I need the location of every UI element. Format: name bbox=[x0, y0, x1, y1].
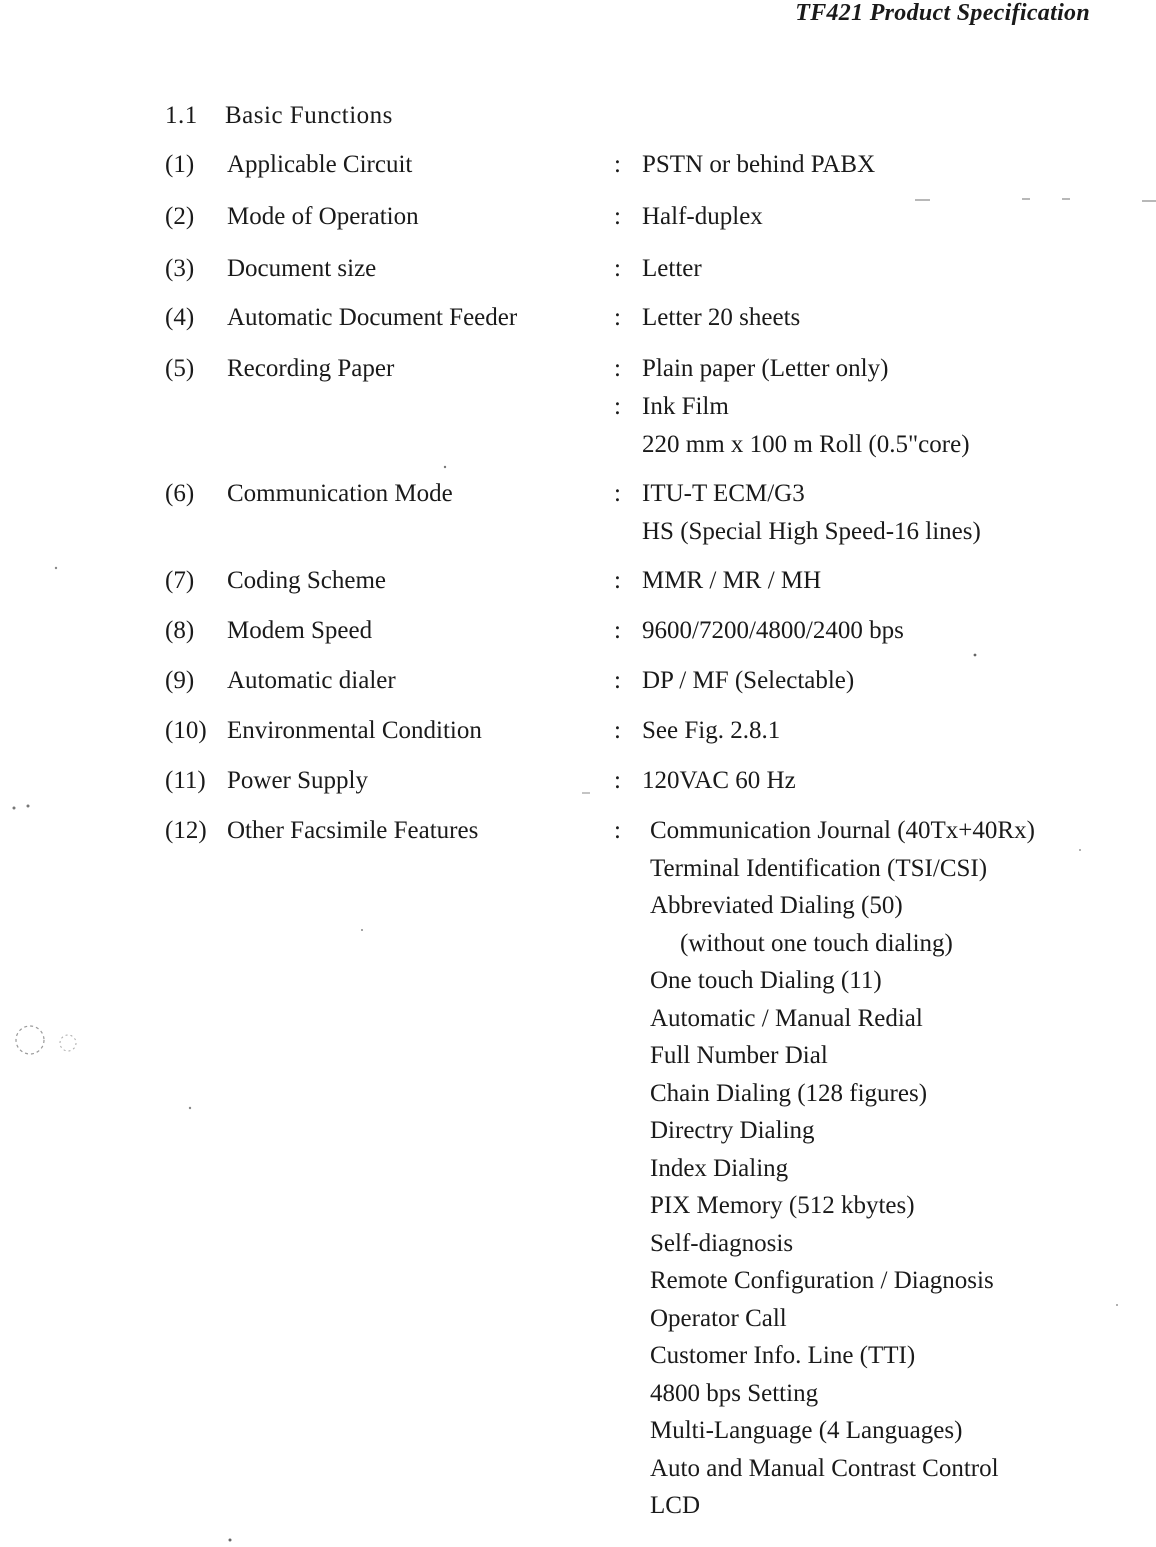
spec-value: : ITU-T ECM/G3 bbox=[614, 480, 805, 507]
scan-speck bbox=[55, 567, 57, 569]
spec-value: : DP / MF (Selectable) bbox=[614, 667, 855, 694]
spec-value: 220 mm x 100 m Roll (0.5"core) bbox=[642, 431, 970, 458]
spec-number: (9) bbox=[165, 667, 195, 694]
spec-values bbox=[610, 250, 702, 288]
spec-values bbox=[610, 198, 763, 236]
spec-number: (5) bbox=[165, 355, 195, 382]
spec-number: (2) bbox=[165, 203, 195, 230]
list-item: (without one touch dialing) bbox=[680, 929, 953, 957]
spec-values bbox=[610, 612, 904, 650]
spec-label: Applicable Circuit bbox=[227, 151, 413, 178]
list-item: Self-diagnosis bbox=[650, 1229, 794, 1257]
section-heading bbox=[165, 102, 393, 130]
scan-speck bbox=[444, 466, 446, 468]
spec-values bbox=[610, 562, 821, 600]
spec-label: Communication Mode bbox=[227, 480, 453, 507]
section-number: 1.1 bbox=[165, 102, 198, 129]
spec-number: (3) bbox=[165, 255, 195, 282]
spec-values bbox=[610, 762, 796, 800]
list-item: Customer Info. Line (TTI) bbox=[650, 1342, 916, 1369]
list-item: 4800 bps Setting bbox=[650, 1379, 819, 1407]
spec-value: : Half-duplex bbox=[614, 203, 763, 230]
spec-values bbox=[610, 712, 780, 750]
spec-label: Environmental Condition bbox=[227, 717, 482, 744]
scan-speck bbox=[13, 807, 16, 810]
scan-speck bbox=[27, 805, 30, 808]
spec-values bbox=[610, 662, 854, 700]
scan-speck bbox=[189, 1107, 191, 1109]
scan-speck bbox=[1116, 1304, 1118, 1306]
list-item: LCD bbox=[650, 1492, 700, 1519]
page-header bbox=[795, 0, 1090, 27]
scan-speck bbox=[60, 1035, 76, 1051]
facsimile-feature-list bbox=[650, 812, 1035, 1525]
scan-speck bbox=[974, 654, 977, 657]
spec-value: : Letter bbox=[614, 255, 702, 282]
spec-value: : Plain paper (Letter only) bbox=[614, 355, 889, 382]
scan-speck bbox=[16, 1026, 44, 1054]
spec-value: : PSTN or behind PABX bbox=[614, 151, 876, 178]
scan-speck bbox=[229, 1539, 232, 1542]
spec-number: (10) bbox=[165, 717, 207, 744]
spec-number: (4) bbox=[165, 304, 195, 331]
list-item: Operator Call bbox=[650, 1304, 787, 1332]
document-title: TF421 Product Specification bbox=[795, 0, 1090, 26]
spec-value: HS (Special High Speed-16 lines) bbox=[642, 518, 981, 545]
spec-values bbox=[610, 146, 875, 184]
list-item: One touch Dialing (11) bbox=[650, 967, 882, 994]
spec-number: (7) bbox=[165, 567, 195, 594]
spec-number: (1) bbox=[165, 151, 195, 178]
spec-value: : 120VAC 60 Hz bbox=[614, 767, 796, 794]
section-title: Basic Functions bbox=[225, 102, 393, 129]
list-item: Chain Dialing (128 figures) bbox=[650, 1079, 928, 1107]
spec-label: Modem Speed bbox=[227, 617, 373, 644]
spec-number: (8) bbox=[165, 617, 195, 644]
spec-value: : 9600/7200/4800/2400 bps bbox=[614, 617, 904, 644]
list-item: PIX Memory (512 kbytes) bbox=[650, 1192, 915, 1219]
spec-values bbox=[610, 350, 970, 464]
list-item: Automatic / Manual Redial bbox=[650, 1004, 923, 1032]
spec-value: : Ink Film bbox=[614, 393, 729, 420]
spec-label: Document size bbox=[227, 255, 377, 282]
spec-label: Coding Scheme bbox=[227, 567, 387, 594]
spec-value: : Letter 20 sheets bbox=[614, 304, 801, 331]
list-item: Full Number Dial bbox=[650, 1042, 828, 1069]
spec-number: (12) bbox=[165, 817, 207, 844]
spec-label: Mode of Operation bbox=[227, 203, 419, 230]
spec-label: Automatic dialer bbox=[227, 667, 396, 694]
list-item: Index Dialing bbox=[650, 1154, 789, 1182]
spec-label: Power Supply bbox=[227, 767, 368, 794]
list-item: Terminal Identification (TSI/CSI) bbox=[650, 854, 988, 882]
list-item: Remote Configuration / Diagnosis bbox=[650, 1267, 994, 1294]
spec-label: Other Facsimile Features bbox=[227, 817, 479, 844]
spec-colon: : bbox=[614, 817, 621, 844]
spec-label: Recording Paper bbox=[227, 355, 395, 382]
list-item: Abbreviated Dialing (50) bbox=[650, 892, 903, 919]
list-item: Auto and Manual Contrast Control bbox=[650, 1454, 999, 1482]
spec-values bbox=[610, 475, 981, 551]
spec-number: (6) bbox=[165, 480, 195, 507]
spec-label: Automatic Document Feeder bbox=[227, 304, 518, 331]
list-item: Communication Journal (40Tx+40Rx) bbox=[650, 817, 1035, 844]
spec-value: : See Fig. 2.8.1 bbox=[614, 717, 781, 744]
spec-value: : MMR / MR / MH bbox=[614, 567, 822, 594]
spec-values bbox=[610, 299, 800, 337]
list-item: Directry Dialing bbox=[650, 1117, 815, 1144]
spec-number: (11) bbox=[165, 767, 206, 794]
scan-speck bbox=[361, 929, 363, 931]
list-item: Multi-Language (4 Languages) bbox=[650, 1417, 963, 1444]
scan-speck bbox=[1079, 849, 1081, 851]
